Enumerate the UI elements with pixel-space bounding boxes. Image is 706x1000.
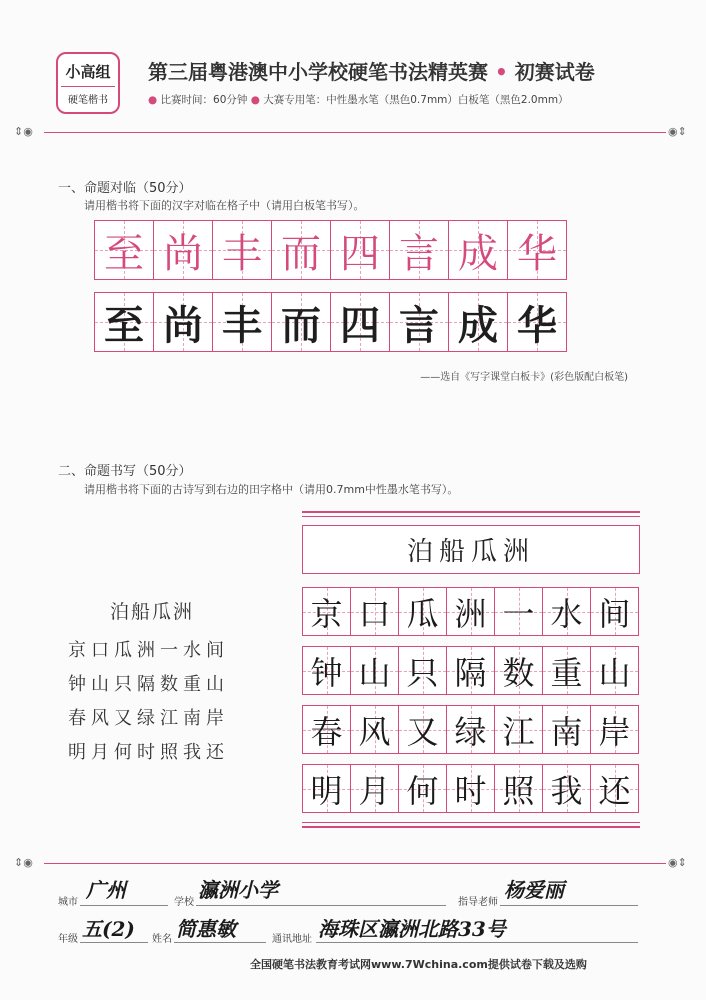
writing-grid-row (303, 705, 639, 754)
written-title: 泊船瓜洲 (406, 537, 535, 567)
writing-cell (542, 705, 591, 754)
writing-char: 风 (358, 712, 391, 751)
written-char: 成 (458, 301, 498, 349)
writing-cell (350, 764, 399, 813)
writing-char: 何 (406, 771, 439, 810)
model-char: 言 (399, 230, 439, 277)
writing-cell (494, 705, 543, 754)
writing-char: 我 (550, 771, 583, 810)
writing-cell (494, 646, 543, 695)
grid-bottom-rule (302, 826, 640, 828)
writing-cell (446, 646, 495, 695)
writing-cell (350, 646, 399, 695)
section1-heading: 一、命题对临（50分） (58, 181, 192, 196)
writing-cell (446, 705, 495, 754)
writing-cell (302, 646, 351, 695)
subtitle-pens: 大赛专用笔：中性墨水笔（黑色0.7mm）白板笔（黑色2.0mm） (263, 94, 569, 106)
model-char-cell (507, 220, 567, 280)
model-char-cell (94, 220, 154, 280)
city-underline (80, 905, 168, 906)
written-char-cell (153, 292, 213, 352)
writing-cell (398, 705, 447, 754)
model-char-cell (448, 220, 508, 280)
ornament-right-icon: ◉⇕ (668, 125, 687, 138)
model-char-cell (271, 220, 331, 280)
poem-line: 京口瓜洲一水间 (68, 640, 229, 661)
writing-cell (302, 705, 351, 754)
writing-char: 间 (598, 594, 631, 633)
name-value: 简惠敏 (176, 917, 236, 941)
writing-grid-row (303, 587, 639, 636)
writing-char: 岸 (598, 712, 631, 751)
model-char-cell (330, 220, 390, 280)
written-char: 至 (104, 301, 144, 349)
city-label: 城市 (58, 897, 78, 908)
poem-title: 泊船瓜洲 (110, 601, 195, 623)
written-char-cell (94, 292, 154, 352)
writing-cell (446, 587, 495, 636)
writing-grid-row (303, 646, 639, 695)
title-separator: • (494, 60, 508, 84)
writing-char: 山 (598, 653, 631, 692)
writing-cell (350, 705, 399, 754)
writing-cell (590, 587, 639, 636)
written-char-cell (389, 292, 449, 352)
written-char: 而 (281, 301, 321, 349)
written-char-cell (330, 292, 390, 352)
poem-line: 钟山只隔数重山 (68, 674, 229, 695)
model-char: 丰 (222, 230, 262, 277)
title-main: 第三届粤港澳中小学校硬笔书法精英赛 (148, 60, 488, 84)
grade-value: 五(2) (82, 917, 135, 941)
writing-char: 春 (310, 712, 343, 751)
section1-instruction: 请用楷书将下面的汉字对临在格子中（请用白板笔书写）。 (84, 199, 365, 212)
bullet-icon: ● (148, 94, 158, 106)
writing-cell (494, 587, 543, 636)
grid-top-rule-thin (302, 516, 640, 517)
writing-char: 洲 (454, 594, 487, 633)
model-char: 成 (458, 230, 498, 277)
writing-cell (446, 764, 495, 813)
teacher-value: 杨爱丽 (504, 878, 564, 902)
written-char: 四 (340, 301, 380, 349)
address-underline (316, 942, 638, 943)
writing-cell (542, 646, 591, 695)
written-char: 言 (399, 301, 439, 349)
grid-bottom-rule-thin (302, 822, 640, 823)
written-char: 华 (517, 301, 557, 349)
writing-char: 绿 (454, 712, 487, 751)
writing-char: 只 (406, 653, 439, 692)
source-note: ——选自《写字课堂白板卡》(彩色版配白板笔) (420, 372, 628, 383)
address-label: 通讯地址 (272, 934, 312, 945)
city-value: 广州 (86, 878, 126, 902)
writing-char: 山 (358, 653, 391, 692)
name-underline (174, 942, 266, 943)
subtitle-time: 比赛时间：60分钟 (160, 94, 248, 106)
model-char-cell (389, 220, 449, 280)
section2-heading: 二、命题书写（50分） (58, 464, 192, 479)
name-label: 姓名 (152, 934, 172, 945)
top-divider (44, 132, 666, 133)
page-title (148, 56, 595, 85)
writing-char: 瓜 (406, 594, 439, 633)
school-underline (196, 905, 446, 906)
model-char-cell (212, 220, 272, 280)
model-char: 而 (281, 230, 321, 277)
writing-char: 月 (358, 771, 391, 810)
writing-char: 京 (310, 594, 343, 633)
writing-char: 数 (502, 653, 535, 692)
writing-cell (302, 764, 351, 813)
writing-char: 江 (502, 712, 535, 751)
writing-char: 明 (310, 771, 343, 810)
writing-cell (542, 587, 591, 636)
model-char: 至 (104, 230, 144, 277)
writing-cell (542, 764, 591, 813)
written-char-cell (448, 292, 508, 352)
bottom-divider (44, 863, 666, 864)
section2-instruction: 请用楷书将下面的古诗写到右边的田字格中（请用0.7mm中性墨水笔书写）。 (84, 483, 459, 496)
model-char: 华 (517, 230, 557, 277)
writing-char: 照 (502, 771, 535, 810)
teacher-underline (500, 905, 638, 906)
page-subtitle (148, 92, 569, 107)
writing-char: 还 (598, 771, 631, 810)
writing-char: 钟 (310, 653, 343, 692)
badge-style: 硬笔楷书 (68, 94, 108, 106)
model-char: 尚 (163, 230, 203, 277)
written-char-row (95, 292, 567, 352)
badge-divider (61, 86, 115, 87)
writing-grid-row (303, 764, 639, 813)
grid-top-rule (302, 511, 640, 513)
writing-char: 重 (550, 653, 583, 692)
ornament-right-icon: ◉⇕ (668, 856, 687, 869)
written-char-cell (507, 292, 567, 352)
grade-label: 年级 (58, 934, 78, 945)
writing-cell (302, 587, 351, 636)
writing-grid (303, 587, 639, 813)
school-label: 学校 (174, 897, 194, 908)
model-char-row (95, 220, 567, 280)
writing-cell (494, 764, 543, 813)
writing-cell (398, 587, 447, 636)
poem-line: 春风又绿江南岸 (68, 708, 229, 729)
writing-cell (590, 705, 639, 754)
writing-char: 一 (502, 594, 535, 633)
written-title-box (302, 525, 640, 574)
address-value: 海珠区瀛洲北路33号 (318, 917, 506, 941)
grade-underline (80, 942, 148, 943)
writing-cell (590, 646, 639, 695)
writing-cell (398, 646, 447, 695)
writing-char: 又 (406, 712, 439, 751)
bullet-icon: ● (250, 94, 260, 106)
model-char-cell (153, 220, 213, 280)
writing-char: 口 (358, 594, 391, 633)
writing-char: 水 (550, 594, 583, 633)
ornament-left-icon: ⇕◉ (14, 125, 33, 138)
ornament-left-icon: ⇕◉ (14, 856, 33, 869)
written-char: 丰 (222, 301, 262, 349)
group-badge (56, 52, 120, 114)
written-char-cell (271, 292, 331, 352)
writing-char: 隔 (454, 653, 487, 692)
writing-cell (398, 764, 447, 813)
writing-cell (590, 764, 639, 813)
poem-line: 明月何时照我还 (68, 742, 229, 763)
teacher-label: 指导老师 (458, 897, 498, 908)
title-stage: 初赛试卷 (514, 60, 595, 84)
model-char: 四 (340, 230, 380, 277)
writing-cell (350, 587, 399, 636)
writing-char: 时 (454, 771, 487, 810)
writing-char: 南 (550, 712, 583, 751)
written-char: 尚 (163, 301, 203, 349)
badge-group: 小高组 (65, 62, 111, 81)
footer-note: 全国硬笔书法教育考试网www.7Wchina.com提供试卷下载及选购 (250, 958, 587, 971)
school-value: 瀛洲小学 (198, 878, 278, 902)
written-char-cell (212, 292, 272, 352)
